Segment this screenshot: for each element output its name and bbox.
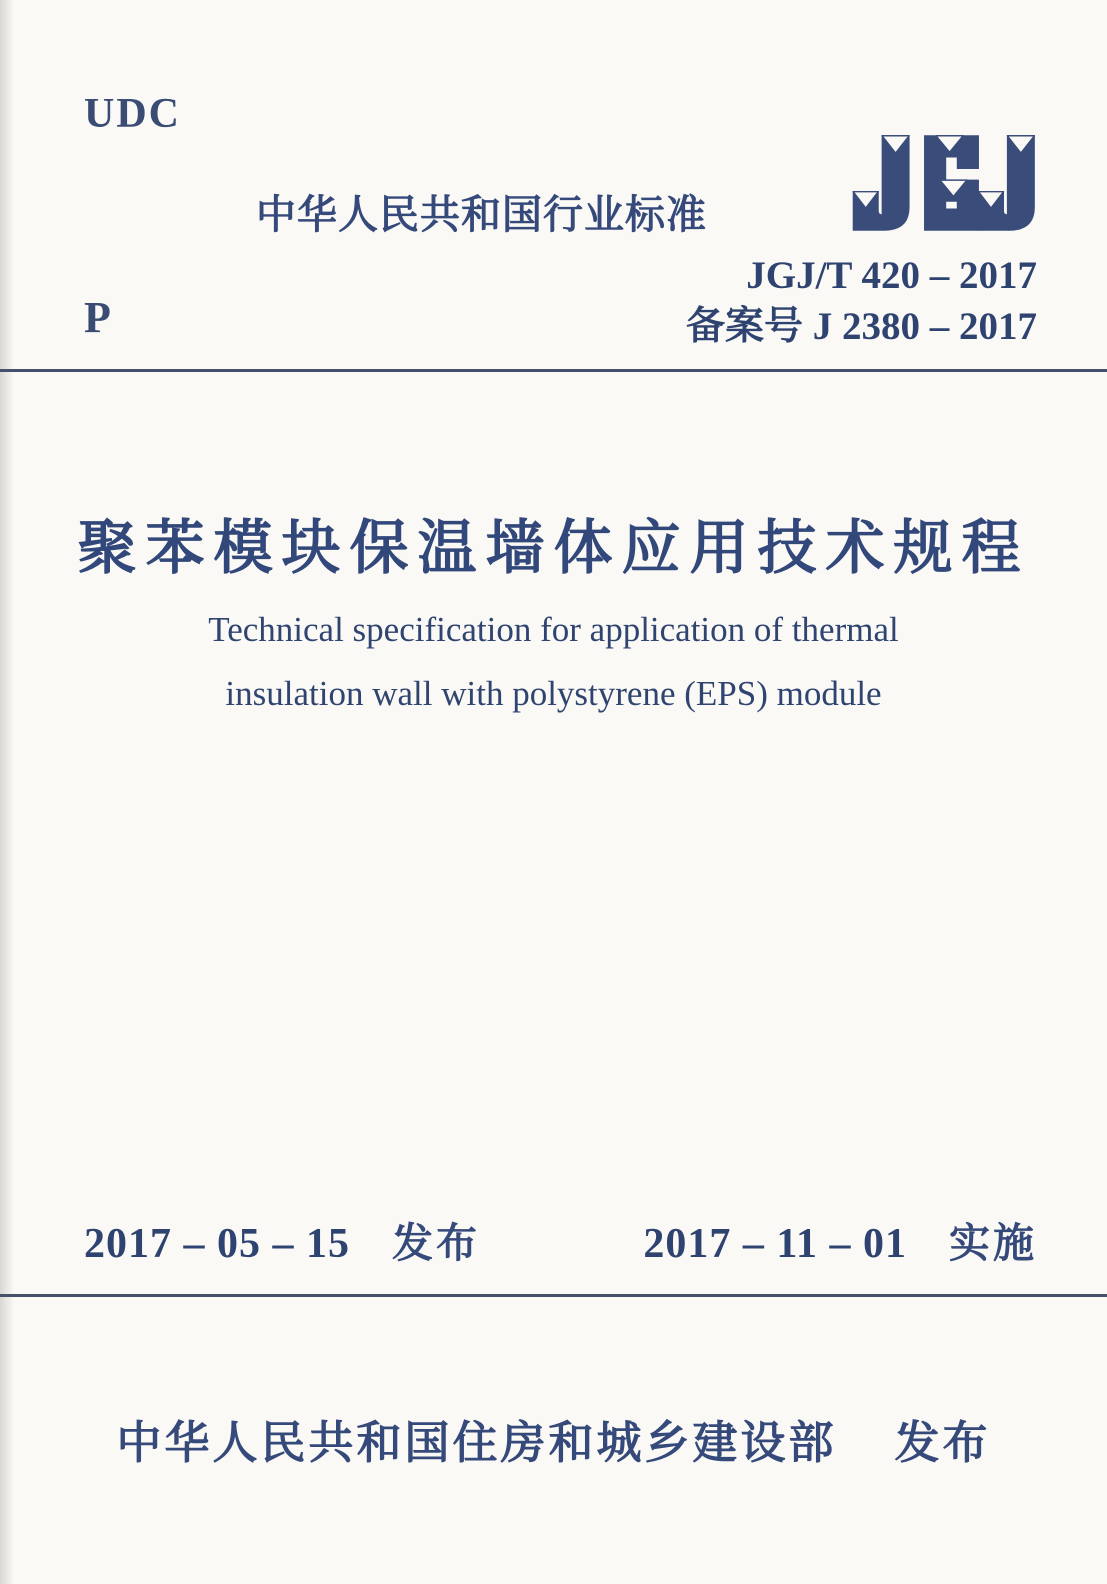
top-divider [0, 369, 1107, 372]
udc-code: UDC [84, 91, 181, 137]
implement-label: 实施 [949, 1220, 1037, 1266]
standard-category-title: 中华人民共和国行业标准 [256, 193, 707, 237]
issue-date-group [84, 1210, 480, 1269]
dates-row [84, 1210, 1037, 1269]
standard-number: JGJ/T 420 – 2017 [746, 254, 1037, 297]
standard-number-block [686, 250, 1037, 352]
issue-date: 2017 – 05 – 15 [84, 1221, 350, 1267]
publisher-name: 中华人民共和国住房和城乡建设部 [116, 1417, 837, 1468]
publisher-row [0, 1406, 1107, 1471]
implement-date: 2017 – 11 – 01 [643, 1221, 907, 1267]
record-number: 备案号 J 2380 – 2017 [685, 305, 1037, 348]
implement-date-group [643, 1210, 1037, 1269]
publish-action: 发布 [894, 1417, 991, 1468]
jgj-logo-icon [838, 130, 1038, 236]
issue-label: 发布 [392, 1220, 480, 1266]
title-english [0, 598, 1107, 726]
title-english-line1: Technical specification for application of thermal [208, 610, 899, 649]
title-english-line2: insulation wall with polystyrene (EPS) module [225, 674, 882, 713]
title-chinese: 聚苯模块保温墙体应用技术规程 [77, 515, 1030, 581]
bottom-divider [0, 1294, 1107, 1297]
classification-code: P [84, 293, 111, 342]
